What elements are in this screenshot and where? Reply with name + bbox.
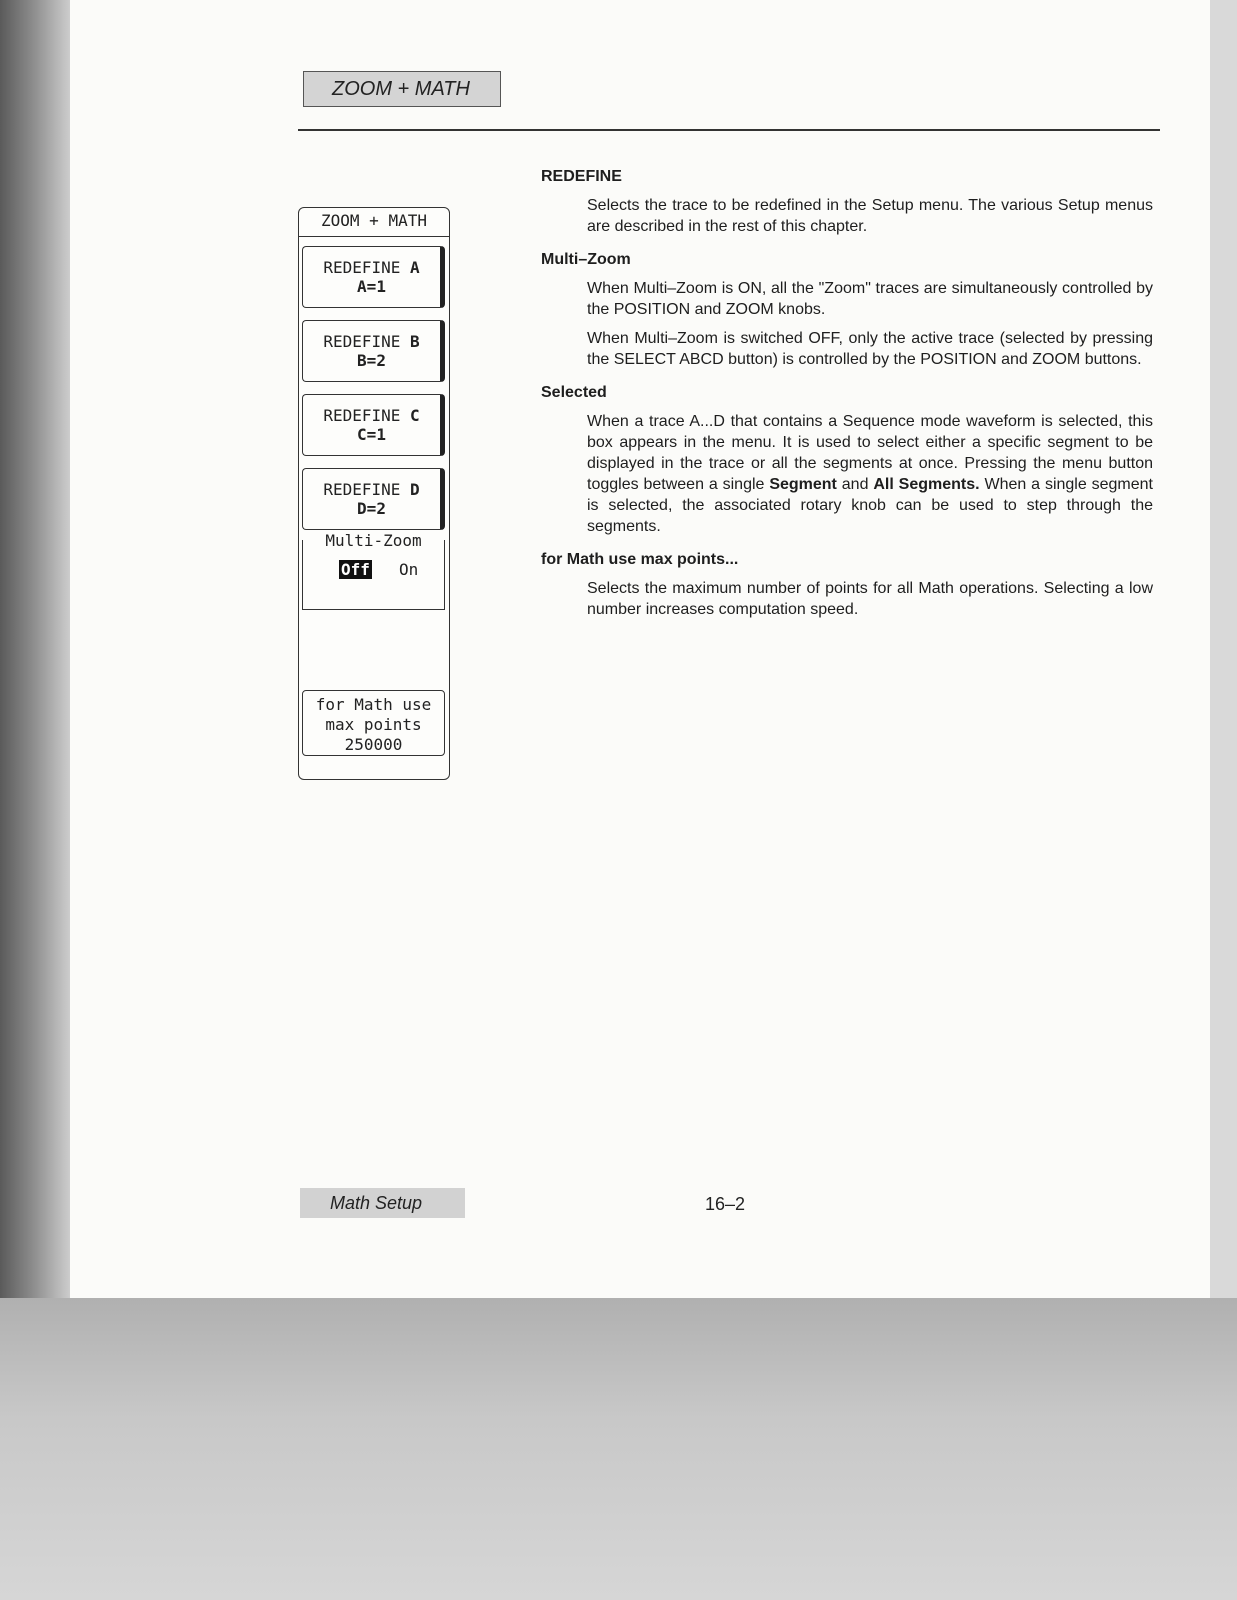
section-paragraph: [587, 411, 1153, 537]
redefine-b-button[interactable]: [302, 320, 445, 382]
redefine-d-label: REDEFINE: [323, 480, 401, 499]
redefine-a-letter: A: [410, 258, 420, 277]
redefine-b-value: B=2: [357, 351, 386, 370]
section-paragraph: Selects the maximum number of points for all Math operations. Selecting a low number increases computation speed.: [587, 580, 1153, 618]
section-paragraph: Selects the trace to be redefined in the Setup menu. The various Setup menus are described in the rest of this chapter.: [587, 197, 1153, 235]
section-selected: [541, 382, 1153, 537]
section-heading: REDEFINE: [541, 168, 622, 185]
redefine-a-value: A=1: [357, 277, 386, 296]
max-points-button[interactable]: [302, 690, 445, 756]
redefine-d-value: D=2: [357, 499, 386, 518]
redefine-b-letter: B: [410, 332, 420, 351]
page-number: 16–2: [705, 1194, 746, 1214]
section-heading: Selected: [541, 384, 607, 401]
redefine-c-value: C=1: [357, 425, 386, 444]
header-rule: [298, 129, 1160, 131]
bold-term-all-segments: All Segments.: [873, 476, 980, 493]
section-heading: for Math use max points...: [541, 551, 739, 568]
redefine-a-button[interactable]: [302, 246, 445, 308]
footer-section-tab: Math Setup: [300, 1188, 465, 1218]
menu-title: ZOOM + MATH: [299, 208, 449, 237]
text-run: When a trace A...D that contains a Sequence mode waveform is selected, this box appears in the menu. It is used to select either a specific segment to be displayed in the trace or all the segments at once. Pressing the menu button toggles between a single: [587, 413, 1153, 493]
section-max-points: [541, 549, 1153, 620]
section-paragraph: When Multi–Zoom is ON, all the "Zoom" traces are simultaneously controlled by the POSITION and ZOOM knobs.: [587, 280, 1153, 318]
section-heading: Multi–Zoom: [541, 251, 631, 268]
header-section-tab: ZOOM + MATH: [303, 71, 501, 107]
max-points-line2: max points: [325, 715, 422, 734]
description-column: [541, 166, 1153, 632]
section-paragraph: When Multi–Zoom is switched OFF, only the active trace (selected by pressing the SELECT ABCD button) is controlled by the POSITION and ZOOM buttons.: [587, 330, 1153, 368]
max-points-value: 250000: [344, 735, 403, 754]
redefine-d-letter: D: [410, 480, 420, 499]
multi-zoom-off-option: Off: [341, 560, 370, 579]
max-points-line1: for Math use: [315, 695, 432, 714]
bold-term-segment: Segment: [769, 476, 837, 493]
redefine-d-button[interactable]: [302, 468, 445, 530]
page-bottom-shadow: [0, 1298, 1237, 1600]
multi-zoom-toggle[interactable]: [302, 531, 445, 610]
section-multi-zoom: [541, 249, 1153, 370]
multi-zoom-label: Multi-Zoom: [303, 531, 444, 550]
text-run: and: [836, 476, 874, 493]
redefine-c-button[interactable]: [302, 394, 445, 456]
redefine-a-label: REDEFINE: [323, 258, 401, 277]
redefine-b-label: REDEFINE: [323, 332, 401, 351]
redefine-c-letter: C: [410, 406, 420, 425]
text-run: When a single segment is selected, the associated rotary knob can be used to step through the segments.: [587, 476, 1153, 535]
zoom-math-menu: [298, 207, 450, 780]
redefine-c-label: REDEFINE: [323, 406, 401, 425]
multi-zoom-on-option: On: [399, 560, 419, 579]
section-redefine: [541, 166, 1153, 237]
